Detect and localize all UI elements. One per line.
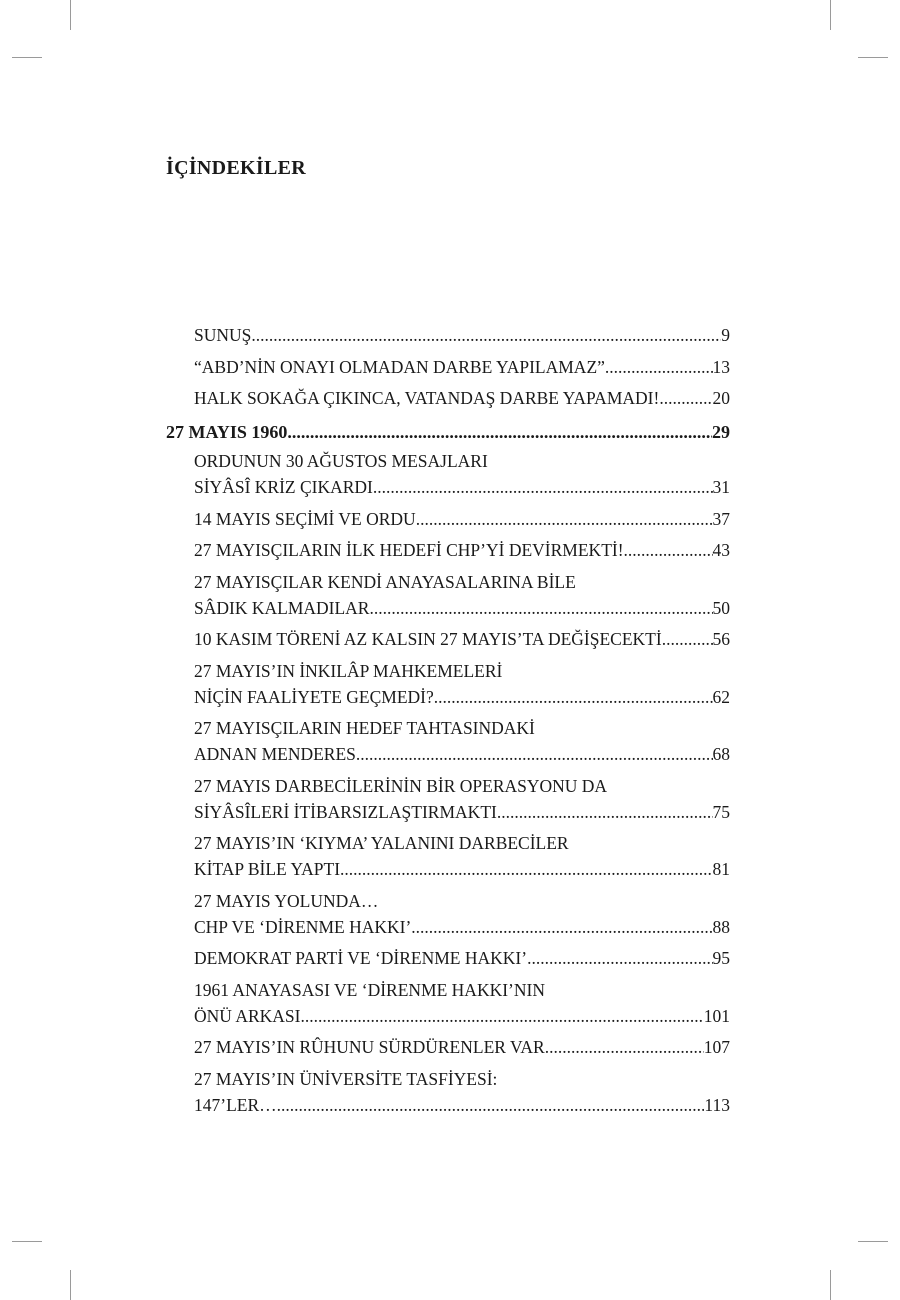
toc-entry-title: SÂDIK KALMADILAR — [194, 597, 370, 618]
toc-entry-line — [194, 741, 730, 767]
toc-entry-title: DEMOKRAT PARTİ VE ‘DİRENME HAKKI’ — [194, 948, 528, 968]
page-number: 81 — [712, 859, 730, 879]
toc-entry-title: 27 MAYISÇILARIN İLK HEDEFİ CHP’Yİ DEVİRMEKTİ! — [194, 540, 624, 560]
crop-mark — [858, 1241, 888, 1242]
page-number: 20 — [712, 388, 730, 408]
toc-entry-line — [194, 1003, 730, 1029]
dot-leader — [662, 626, 713, 652]
crop-mark — [858, 57, 888, 58]
toc-entry — [194, 977, 730, 1029]
dot-leader — [251, 322, 721, 348]
dot-leader — [369, 595, 712, 621]
toc-entry — [194, 715, 730, 767]
page-number: 113 — [704, 1094, 730, 1115]
toc-entry — [194, 385, 730, 411]
toc-entry-title: 27 MAYIS’IN RÛHUNU SÜRDÜRENLER VAR — [194, 1037, 545, 1057]
toc-entry-line — [194, 537, 730, 563]
dot-leader — [659, 385, 712, 411]
toc-entry — [194, 830, 730, 882]
toc-entry-title-line: 27 MAYISÇILARIN HEDEF TAHTASINDAKİ — [194, 718, 535, 738]
toc-entry-line — [194, 856, 730, 882]
page-number: 75 — [712, 801, 730, 822]
toc-entry-title-line: 27 MAYIS’IN ÜNİVERSİTE TASFİYESİ: — [194, 1068, 498, 1089]
toc-entry-title-line: 27 MAYIS YOLUNDA… — [194, 890, 379, 911]
toc-entry-line — [194, 506, 730, 532]
toc-entry-line — [194, 914, 730, 940]
page-number: 43 — [712, 540, 730, 560]
toc-entry-title-line: 27 MAYIS’IN ‘KIYMA’ YALANINI DARBECİLER — [194, 833, 569, 853]
toc-entry — [194, 506, 730, 532]
toc-entry-line — [194, 354, 730, 380]
toc-entry-title-line: 27 MAYIS DARBECİLERİNİN BİR OPERASYONU DA — [194, 775, 608, 796]
dot-leader — [340, 856, 712, 882]
toc-entry-line — [194, 684, 730, 710]
dot-leader — [416, 506, 713, 532]
toc-entry-line — [194, 474, 730, 500]
toc-entry — [194, 537, 730, 563]
toc-entry-title: CHP VE ‘DİRENME HAKKI’ — [194, 916, 412, 937]
dot-leader — [605, 354, 713, 380]
toc-entry-line — [194, 1034, 730, 1060]
toc-entry-title-line: 27 MAYISÇILAR KENDİ ANAYASALARINA BİLE — [194, 571, 576, 592]
toc-entry-title: SİYÂSÎLERİ İTİBARSIZLAŞTIRMAKTI — [194, 801, 497, 822]
dot-leader — [277, 1092, 705, 1118]
toc-entry — [194, 1066, 730, 1118]
toc-entry-title: ADNAN MENDERES — [194, 744, 356, 764]
crop-mark — [70, 0, 71, 30]
toc-entry-title: 147’LER… — [194, 1094, 277, 1115]
toc-entry — [194, 888, 730, 940]
crop-mark — [830, 0, 831, 30]
toc-entry-title: “ABD’NİN ONAYI OLMADAN DARBE YAPILAMAZ” — [194, 356, 605, 377]
toc-entry-line — [166, 419, 730, 445]
toc-entry — [194, 658, 730, 710]
toc-entry — [194, 945, 730, 971]
toc-entry-title-line: 27 MAYIS’IN İNKILÂP MAHKEMELERİ — [194, 660, 503, 681]
crop-mark — [12, 57, 42, 58]
dot-leader — [545, 1034, 704, 1060]
page-title: İÇİNDEKİLER — [166, 157, 306, 179]
dot-leader — [287, 419, 712, 445]
toc-entry-line — [194, 595, 730, 621]
dot-leader — [411, 914, 712, 940]
crop-mark — [70, 1270, 71, 1300]
dot-leader — [356, 741, 713, 767]
toc-entry-line — [194, 626, 730, 652]
toc-entry-title: ÖNÜ ARKASI — [194, 1005, 301, 1026]
toc-entry — [194, 354, 730, 380]
toc-entry — [194, 569, 730, 621]
dot-leader — [497, 799, 713, 825]
page-number: 68 — [712, 744, 730, 764]
dot-leader — [373, 474, 713, 500]
table-of-contents — [166, 322, 730, 1123]
toc-entry-line — [194, 945, 730, 971]
toc-entry-title: 14 MAYIS SEÇİMİ VE ORDU — [194, 508, 416, 529]
crop-mark — [830, 1270, 831, 1300]
toc-entry-title: HALK SOKAĞA ÇIKINCA, VATANDAŞ DARBE YAPAMADI! — [194, 388, 660, 408]
toc-entry-title-line: ORDUNUN 30 AĞUSTOS MESAJLARI — [194, 451, 488, 471]
dot-leader — [527, 945, 712, 971]
toc-entry-line — [194, 385, 730, 411]
toc-entry — [194, 773, 730, 825]
toc-entry — [194, 626, 730, 652]
toc-entry-title: SUNUŞ — [194, 325, 252, 345]
page-number: 95 — [712, 948, 730, 968]
dot-leader — [300, 1003, 703, 1029]
toc-entry — [194, 448, 730, 500]
page-number: 37 — [712, 508, 730, 529]
page-number: 56 — [712, 629, 730, 649]
page-number: 101 — [703, 1005, 730, 1026]
toc-entry-line — [194, 799, 730, 825]
page-number: 107 — [703, 1037, 730, 1057]
page-number: 88 — [712, 916, 730, 937]
toc-entry-title: NİÇİN FAALİYETE GEÇMEDİ? — [194, 686, 434, 707]
page-number: 31 — [712, 477, 730, 497]
toc-entry-title: 10 KASIM TÖRENİ AZ KALSIN 27 MAYIS’TA DEĞİŞECEKTİ — [194, 629, 662, 649]
toc-section-heading — [166, 419, 730, 445]
toc-entry-title: SİYÂSÎ KRİZ ÇIKARDI — [194, 477, 373, 497]
crop-mark — [12, 1241, 42, 1242]
toc-entry-title-line: 1961 ANAYASASI VE ‘DİRENME HAKKI’NIN — [194, 979, 545, 1000]
page-number: 9 — [721, 325, 730, 345]
toc-entry — [194, 1034, 730, 1060]
toc-entry-line — [194, 1092, 730, 1118]
dot-leader — [434, 684, 713, 710]
toc-entry-title: KİTAP BİLE YAPTI — [194, 859, 341, 879]
toc-entry — [194, 322, 730, 348]
toc-entry-line — [194, 322, 730, 348]
page-number: 62 — [712, 686, 730, 707]
page-number: 13 — [712, 356, 730, 377]
page-number: 50 — [712, 597, 730, 618]
page-number: 29 — [712, 422, 730, 442]
dot-leader — [624, 537, 713, 563]
toc-entry-title: 27 MAYIS 1960 — [166, 422, 288, 442]
